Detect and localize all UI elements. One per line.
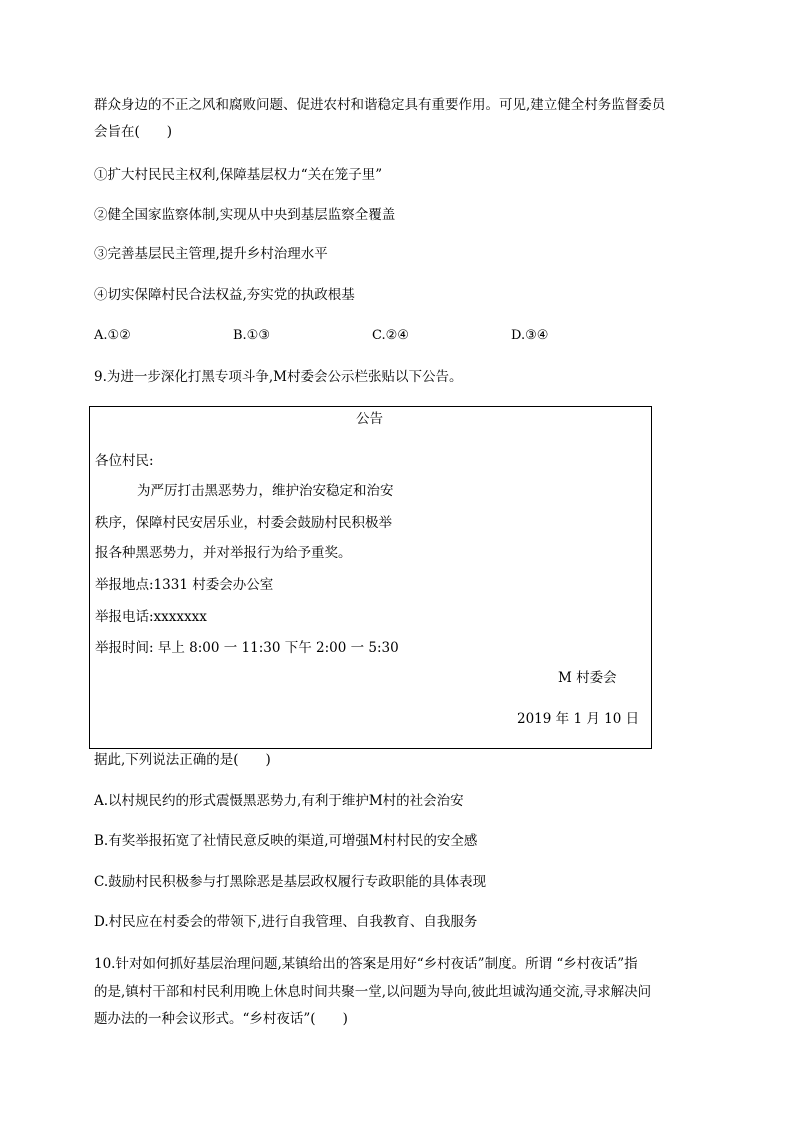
q10-line1: 10.针对如何抓好基层治理问题,某镇给出的答案是用好“乡村夜话”制度。所谓 “乡村夜话”指 [94,956,638,972]
notice-greeting: 各位村民: [95,453,154,469]
q8-option-c: C.②④ [372,328,409,343]
q8-statement-3: ③完善基层民主管理,提升乡村治理水平 [94,246,328,262]
q8-option-d: D.③④ [511,328,549,343]
q9-stem: 9.为进一步深化打黑专项斗争,M村委会公示栏张贴以下公告。 [94,369,463,385]
q9-option-c: C.鼓励村民积极参与打黑除恶是基层政权履行专政职能的具体表现 [94,874,487,890]
q9-option-a: A.以村规民约的形式震慑黑恶势力,有利于维护M村的社会治安 [94,793,464,809]
notice-box [89,406,652,749]
notice-body-line1: 为严厉打击黑恶势力，维护治安稳定和治安 [137,483,394,499]
q10-line3: 题办法的一种会议形式。“乡村夜话”( ) [94,1011,348,1027]
q8-statement-2: ②健全国家监察体制,实现从中央到基层监察全覆盖 [94,207,396,223]
q8-stem-line1: 群众身边的不正之风和腐败问题、促进农村和谐稳定具有重要作用。可见,建立健全村务监督委员 [94,97,666,113]
q8-stem-line2: 会旨在( ) [94,124,173,140]
notice-time: 举报时间: 早上 8:00 一 11:30 下午 2:00 一 5:30 [95,640,399,656]
notice-phone: 举报电话:xxxxxxx [95,609,207,625]
q10-line2: 的是,镇村干部和村民利用晚上休息时间共聚一堂,以问题为导向,彼此坦诚沟通交流,寻求解决问 [94,984,652,1000]
q8-statement-4: ④切实保障村民合法权益,夯实党的执政根基 [94,287,355,303]
q9-prompt: 据此,下列说法正确的是( ) [94,752,271,768]
notice-body-line3: 报各种黑恶势力，并对举报行为给予重奖。 [95,545,352,561]
q8-option-a: A.①② [94,328,131,343]
notice-body-line2: 秩序，保障村民安居乐业，村委会鼓励村民积极举 [95,515,392,531]
notice-signature: M 村委会 [558,670,617,686]
q9-option-b: B.有奖举报拓宽了社情民意反映的渠道,可增强M村村民的安全感 [94,833,478,849]
notice-title: 公告 [356,411,383,427]
q8-statement-1: ①扩大村民民主权利,保障基层权力“关在笼子里” [94,167,383,183]
q9-option-d: D.村民应在村委会的带领下,进行自我管理、自我教育、自我服务 [94,914,478,930]
notice-date: 2019 年 1 月 10 日 [517,711,640,727]
q8-option-b: B.①③ [233,328,270,343]
notice-location: 举报地点:1331 村委会办公室 [95,577,274,593]
